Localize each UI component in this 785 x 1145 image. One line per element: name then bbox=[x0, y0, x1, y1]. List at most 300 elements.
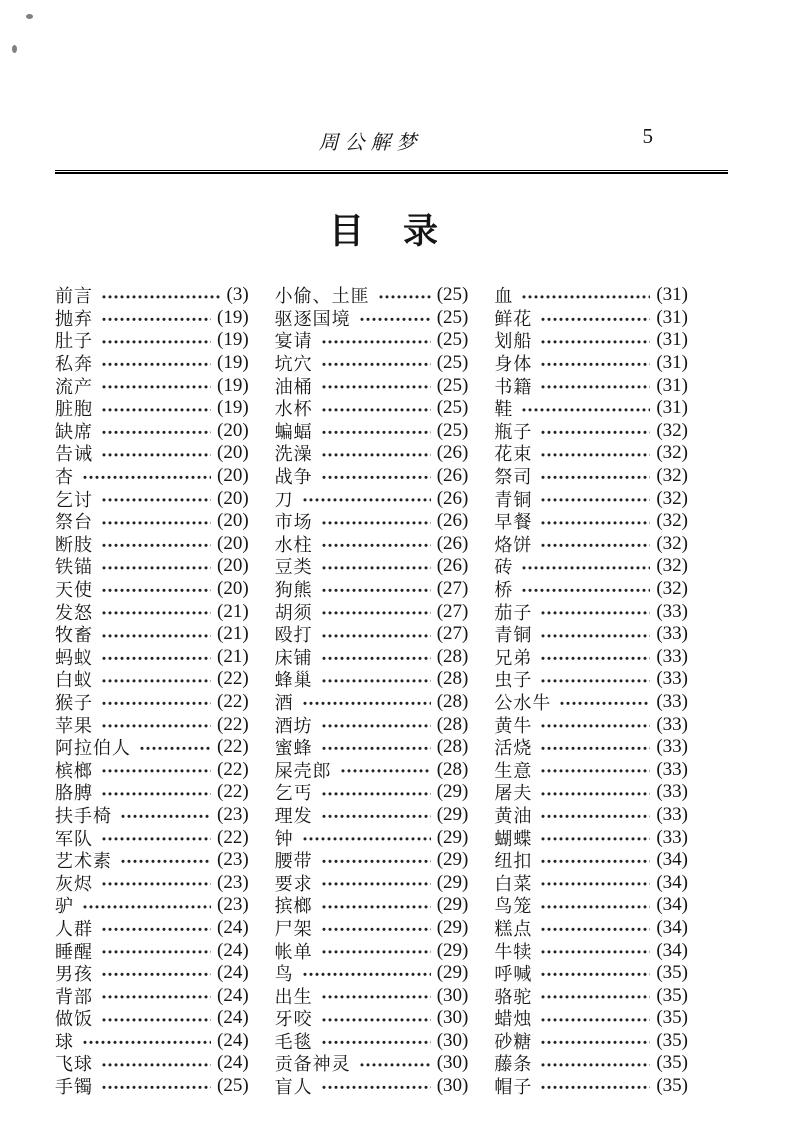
entry-term: 胡须 bbox=[274, 602, 313, 623]
toc-entry bbox=[55, 442, 249, 465]
toc-entry bbox=[275, 758, 469, 781]
entry-term: 断肢 bbox=[55, 534, 93, 555]
entry-term: 黄牛 bbox=[494, 715, 533, 736]
entry-page-number: (33) bbox=[656, 826, 689, 848]
toc-entry bbox=[275, 533, 469, 556]
toc-entry bbox=[55, 307, 249, 330]
entry-term: 狗熊 bbox=[274, 580, 313, 601]
entry-page-number: (33) bbox=[656, 623, 689, 645]
toc-entry bbox=[55, 420, 249, 443]
dot-leader bbox=[540, 329, 650, 352]
dot-leader bbox=[321, 465, 431, 488]
toc-entry bbox=[494, 826, 688, 849]
dot-leader bbox=[540, 1075, 650, 1098]
entry-page-number: (19) bbox=[217, 352, 249, 374]
toc-entry bbox=[55, 646, 249, 669]
dot-leader bbox=[540, 623, 650, 646]
entry-page-number: (20) bbox=[217, 442, 249, 464]
entry-term: 蝙蝠 bbox=[274, 421, 313, 442]
dot-leader bbox=[540, 352, 650, 375]
entry-term: 划船 bbox=[494, 331, 533, 352]
dot-leader bbox=[101, 420, 211, 443]
toc-entry bbox=[494, 849, 688, 872]
toc-entry bbox=[55, 1030, 249, 1053]
toc-entry bbox=[494, 397, 688, 420]
dot-leader bbox=[540, 1030, 650, 1053]
toc-entry bbox=[275, 420, 469, 443]
entry-term: 帐单 bbox=[274, 941, 313, 962]
dot-leader bbox=[101, 623, 211, 646]
entry-page-number: (28) bbox=[436, 690, 469, 712]
dot-leader bbox=[302, 487, 431, 510]
entry-page-number: (20) bbox=[217, 578, 249, 600]
toc-columns bbox=[55, 284, 728, 1097]
dot-leader bbox=[120, 849, 211, 872]
toc-entry bbox=[494, 871, 688, 894]
entry-page-number: (32) bbox=[656, 442, 689, 464]
dot-leader bbox=[540, 713, 650, 736]
toc-entry bbox=[55, 374, 249, 397]
entry-term: 蜜蜂 bbox=[274, 738, 313, 759]
entry-page-number: (22) bbox=[217, 668, 249, 690]
toc-entry bbox=[55, 555, 249, 578]
dot-leader bbox=[540, 826, 650, 849]
entry-term: 缺席 bbox=[55, 421, 93, 442]
entry-page-number: (19) bbox=[217, 329, 249, 351]
entry-term: 酒 bbox=[274, 692, 294, 713]
toc-entry bbox=[494, 736, 688, 759]
dot-leader bbox=[101, 307, 211, 330]
entry-term: 灰烬 bbox=[55, 873, 93, 894]
entry-term: 白蚁 bbox=[55, 670, 93, 691]
entry-term: 飞球 bbox=[55, 1054, 93, 1075]
toc-entry bbox=[494, 1030, 688, 1053]
entry-page-number: (26) bbox=[436, 532, 469, 554]
entry-term: 帽子 bbox=[494, 1077, 533, 1098]
entry-term: 尸架 bbox=[274, 918, 313, 939]
toc-entry bbox=[494, 623, 688, 646]
entry-page-number: (20) bbox=[217, 555, 249, 577]
dot-leader bbox=[540, 984, 650, 1007]
entry-page-number: (29) bbox=[436, 894, 469, 916]
entry-term: 藤条 bbox=[494, 1054, 533, 1075]
entry-page-number: (27) bbox=[436, 600, 469, 622]
entry-term: 苹果 bbox=[55, 715, 93, 736]
toc-entry bbox=[275, 804, 469, 827]
dot-leader bbox=[101, 691, 211, 714]
entry-page-number: (30) bbox=[436, 984, 469, 1006]
toc-entry bbox=[55, 1007, 249, 1030]
toc-entry bbox=[275, 555, 469, 578]
entry-term: 殴打 bbox=[274, 625, 313, 646]
entry-term: 牧畜 bbox=[55, 625, 93, 646]
dot-leader bbox=[101, 510, 211, 533]
entry-page-number: (26) bbox=[436, 487, 469, 509]
toc-entry bbox=[55, 984, 249, 1007]
toc-column-1 bbox=[55, 284, 249, 1097]
dot-leader bbox=[321, 849, 431, 872]
entry-term: 猴子 bbox=[55, 692, 93, 713]
toc-entry bbox=[55, 352, 249, 375]
entry-term: 做饭 bbox=[55, 1009, 93, 1030]
entry-term: 背部 bbox=[55, 986, 93, 1007]
dot-leader bbox=[321, 600, 431, 623]
dot-leader bbox=[101, 962, 211, 985]
dot-leader bbox=[559, 691, 650, 714]
entry-page-number: (22) bbox=[217, 758, 249, 780]
entry-page-number: (35) bbox=[656, 1007, 689, 1029]
entry-page-number: (30) bbox=[436, 1052, 469, 1074]
toc-entry bbox=[55, 939, 249, 962]
toc-entry bbox=[494, 329, 688, 352]
entry-term: 胳膊 bbox=[55, 783, 93, 804]
entry-term: 蝴蝶 bbox=[494, 828, 533, 849]
dot-leader bbox=[101, 352, 211, 375]
entry-term: 流产 bbox=[55, 376, 93, 397]
dot-leader bbox=[302, 826, 431, 849]
entry-term: 发怒 bbox=[55, 602, 93, 623]
dot-leader bbox=[302, 962, 431, 985]
entry-page-number: (27) bbox=[436, 623, 469, 645]
dot-leader bbox=[321, 668, 431, 691]
dot-leader bbox=[101, 826, 211, 849]
dot-leader bbox=[359, 307, 431, 330]
dot-leader bbox=[321, 555, 431, 578]
dot-leader bbox=[82, 1030, 211, 1053]
entry-page-number: (24) bbox=[217, 916, 249, 938]
entry-term: 鸟 bbox=[274, 964, 294, 985]
entry-page-number: (24) bbox=[217, 984, 249, 1006]
toc-entry bbox=[494, 804, 688, 827]
entry-term: 告诫 bbox=[55, 444, 93, 465]
toc-entry bbox=[55, 962, 249, 985]
dot-leader bbox=[101, 1007, 211, 1030]
entry-term: 骆驼 bbox=[494, 986, 533, 1007]
entry-term: 贡备神灵 bbox=[274, 1054, 351, 1075]
entry-term: 男孩 bbox=[55, 964, 93, 985]
entry-page-number: (32) bbox=[656, 419, 689, 441]
dot-leader bbox=[540, 758, 650, 781]
dot-leader bbox=[540, 374, 650, 397]
toc-entry bbox=[275, 939, 469, 962]
entry-page-number: (20) bbox=[217, 419, 249, 441]
entry-page-number: (20) bbox=[217, 532, 249, 554]
entry-term: 宴请 bbox=[274, 331, 313, 352]
toc-entry bbox=[494, 578, 688, 601]
entry-page-number: (28) bbox=[436, 758, 469, 780]
entry-term: 白菜 bbox=[494, 873, 533, 894]
dot-leader bbox=[101, 374, 211, 397]
entry-page-number: (32) bbox=[656, 487, 689, 509]
entry-page-number: (28) bbox=[436, 736, 469, 758]
toc-entry bbox=[494, 984, 688, 1007]
entry-page-number: (29) bbox=[436, 916, 469, 938]
entry-term: 肚子 bbox=[55, 331, 93, 352]
toc-entry bbox=[275, 781, 469, 804]
entry-page-number: (34) bbox=[656, 894, 689, 916]
dot-leader bbox=[540, 939, 650, 962]
entry-page-number: (22) bbox=[217, 713, 249, 735]
entry-page-number: (29) bbox=[436, 939, 469, 961]
dot-leader bbox=[540, 487, 650, 510]
dot-leader bbox=[540, 962, 650, 985]
toc-entry bbox=[494, 600, 688, 623]
dot-leader bbox=[302, 691, 431, 714]
entry-term: 市场 bbox=[274, 512, 313, 533]
toc-entry bbox=[275, 962, 469, 985]
toc-entry bbox=[494, 533, 688, 556]
entry-term: 祭司 bbox=[494, 467, 533, 488]
entry-page-number: (19) bbox=[217, 306, 249, 328]
dot-leader bbox=[321, 329, 431, 352]
header-rule bbox=[55, 170, 728, 174]
toc-entry bbox=[275, 397, 469, 420]
entry-term: 公水牛 bbox=[494, 692, 552, 713]
entry-term: 青铜 bbox=[494, 489, 533, 510]
entry-term: 军队 bbox=[55, 828, 93, 849]
entry-term: 生意 bbox=[494, 760, 533, 781]
entry-page-number: (32) bbox=[656, 510, 689, 532]
entry-page-number: (35) bbox=[656, 984, 689, 1006]
entry-term: 屎壳郎 bbox=[274, 760, 332, 781]
dot-leader bbox=[82, 465, 211, 488]
toc-entry bbox=[494, 646, 688, 669]
entry-page-number: (26) bbox=[436, 442, 469, 464]
entry-page-number: (34) bbox=[656, 849, 689, 871]
toc-entry bbox=[275, 1007, 469, 1030]
dot-leader bbox=[139, 736, 211, 759]
toc-entry bbox=[275, 623, 469, 646]
dot-leader bbox=[540, 894, 650, 917]
toc-entry bbox=[275, 284, 469, 307]
entry-term: 乞讨 bbox=[55, 489, 93, 510]
dot-leader bbox=[101, 555, 211, 578]
dot-leader bbox=[101, 578, 211, 601]
dot-leader bbox=[540, 420, 650, 443]
entry-term: 艺术素 bbox=[55, 851, 112, 872]
entry-term: 糕点 bbox=[494, 918, 533, 939]
toc-entry bbox=[275, 917, 469, 940]
toc-entry bbox=[494, 510, 688, 533]
toc-entry bbox=[275, 578, 469, 601]
entry-page-number: (24) bbox=[217, 1029, 249, 1051]
dot-leader bbox=[540, 871, 650, 894]
dot-leader bbox=[101, 984, 211, 1007]
entry-page-number: (20) bbox=[217, 465, 249, 487]
entry-page-number: (35) bbox=[656, 1075, 689, 1097]
entry-page-number: (33) bbox=[656, 736, 689, 758]
toc-entry bbox=[275, 487, 469, 510]
dot-leader bbox=[540, 1007, 650, 1030]
entry-term: 蚂蚁 bbox=[55, 647, 93, 668]
entry-term: 杏 bbox=[55, 467, 74, 488]
entry-term: 桥 bbox=[494, 580, 514, 601]
dot-leader bbox=[540, 804, 650, 827]
entry-term: 驴 bbox=[55, 896, 74, 917]
dot-leader bbox=[321, 352, 431, 375]
entry-term: 烙饼 bbox=[494, 534, 533, 555]
toc-entry bbox=[494, 374, 688, 397]
toc-entry bbox=[55, 533, 249, 556]
entry-page-number: (30) bbox=[436, 1075, 469, 1097]
entry-page-number: (33) bbox=[656, 803, 689, 825]
toc-entry bbox=[275, 442, 469, 465]
entry-page-number: (35) bbox=[656, 962, 689, 984]
entry-term: 毛毯 bbox=[274, 1031, 313, 1052]
dot-leader bbox=[321, 442, 431, 465]
entry-page-number: (27) bbox=[436, 578, 469, 600]
dot-leader bbox=[540, 307, 650, 330]
entry-page-number: (21) bbox=[217, 645, 249, 667]
entry-term: 手镯 bbox=[55, 1077, 93, 1098]
entry-term: 鞋 bbox=[494, 399, 514, 420]
toc-entry bbox=[55, 668, 249, 691]
entry-term: 鸟笼 bbox=[494, 896, 533, 917]
dot-leader bbox=[540, 917, 650, 940]
entry-term: 鲜花 bbox=[494, 308, 533, 329]
entry-page-number: (25) bbox=[217, 1075, 249, 1097]
entry-term: 人群 bbox=[55, 918, 93, 939]
entry-page-number: (29) bbox=[436, 826, 469, 848]
dot-leader bbox=[359, 1052, 431, 1075]
dot-leader bbox=[321, 713, 431, 736]
entry-page-number: (22) bbox=[217, 826, 249, 848]
entry-page-number: (33) bbox=[656, 690, 689, 712]
entry-page-number: (30) bbox=[436, 1007, 469, 1029]
toc-entry bbox=[494, 307, 688, 330]
toc-entry bbox=[55, 894, 249, 917]
toc-entry bbox=[494, 420, 688, 443]
dot-leader bbox=[321, 804, 431, 827]
entry-page-number: (32) bbox=[656, 578, 689, 600]
toc-entry bbox=[55, 917, 249, 940]
entry-term: 私奔 bbox=[55, 354, 93, 375]
entry-page-number: (33) bbox=[656, 600, 689, 622]
toc-entry bbox=[275, 849, 469, 872]
entry-page-number: (23) bbox=[217, 803, 249, 825]
entry-page-number: (24) bbox=[217, 939, 249, 961]
entry-term: 乞丐 bbox=[274, 783, 313, 804]
entry-page-number: (29) bbox=[436, 849, 469, 871]
dot-leader bbox=[321, 510, 431, 533]
dot-leader bbox=[101, 442, 211, 465]
toc-entry bbox=[275, 1075, 469, 1098]
entry-page-number: (31) bbox=[656, 329, 689, 351]
entry-term: 身体 bbox=[494, 354, 533, 375]
entry-term: 兄弟 bbox=[494, 647, 533, 668]
entry-page-number: (20) bbox=[217, 487, 249, 509]
entry-page-number: (35) bbox=[656, 1052, 689, 1074]
toc-entry bbox=[275, 646, 469, 669]
entry-page-number: (34) bbox=[656, 939, 689, 961]
toc-entry bbox=[55, 826, 249, 849]
entry-page-number: (28) bbox=[436, 713, 469, 735]
dot-leader bbox=[101, 600, 211, 623]
entry-term: 水柱 bbox=[274, 534, 313, 555]
toc-title: 目 录 bbox=[328, 212, 440, 251]
entry-term: 油桶 bbox=[274, 376, 313, 397]
entry-term: 瓶子 bbox=[494, 421, 533, 442]
entry-term: 睡醒 bbox=[55, 941, 93, 962]
entry-page-number: (25) bbox=[436, 397, 469, 419]
toc-entry bbox=[494, 713, 688, 736]
dot-leader bbox=[321, 397, 431, 420]
entry-term: 茄子 bbox=[494, 602, 533, 623]
entry-term: 钟 bbox=[274, 828, 294, 849]
dot-leader bbox=[101, 1075, 211, 1098]
entry-term: 理发 bbox=[274, 805, 313, 826]
entry-term: 蜡烛 bbox=[494, 1009, 533, 1030]
toc-entry bbox=[494, 487, 688, 510]
dot-leader bbox=[321, 939, 431, 962]
entry-page-number: (31) bbox=[656, 352, 689, 374]
dot-leader bbox=[120, 804, 211, 827]
entry-term: 牙咬 bbox=[274, 1009, 313, 1030]
toc-entry bbox=[275, 668, 469, 691]
entry-term: 坑穴 bbox=[274, 354, 313, 375]
toc-entry bbox=[275, 894, 469, 917]
dot-leader bbox=[521, 397, 650, 420]
entry-page-number: (33) bbox=[656, 781, 689, 803]
toc-entry bbox=[55, 487, 249, 510]
dot-leader bbox=[321, 646, 431, 669]
toc-entry bbox=[55, 871, 249, 894]
dot-leader bbox=[101, 397, 211, 420]
toc-entry bbox=[55, 713, 249, 736]
toc-entry bbox=[494, 1075, 688, 1098]
toc-entry bbox=[494, 1052, 688, 1075]
entry-page-number: (30) bbox=[436, 1029, 469, 1051]
dot-leader bbox=[321, 871, 431, 894]
toc-entry bbox=[275, 1052, 469, 1075]
toc-entry bbox=[55, 510, 249, 533]
entry-term: 花束 bbox=[494, 444, 533, 465]
dot-leader bbox=[540, 849, 650, 872]
entry-term: 洗澡 bbox=[274, 444, 313, 465]
toc-entry bbox=[494, 442, 688, 465]
toc-entry bbox=[55, 804, 249, 827]
dot-leader bbox=[378, 284, 431, 307]
dot-leader bbox=[521, 284, 650, 307]
entry-page-number: (33) bbox=[656, 668, 689, 690]
toc-entry bbox=[494, 284, 688, 307]
entry-term: 脏胞 bbox=[55, 399, 93, 420]
dot-leader bbox=[101, 329, 211, 352]
dot-leader bbox=[321, 1075, 431, 1098]
entry-term: 腰带 bbox=[274, 851, 313, 872]
entry-page-number: (32) bbox=[656, 555, 689, 577]
toc-entry bbox=[55, 758, 249, 781]
toc-entry bbox=[55, 397, 249, 420]
entry-term: 抛弃 bbox=[55, 308, 93, 329]
dot-leader bbox=[82, 894, 211, 917]
entry-page-number: (35) bbox=[656, 1029, 689, 1051]
dot-leader bbox=[321, 1007, 431, 1030]
toc-column-2 bbox=[275, 284, 469, 1097]
dot-leader bbox=[101, 668, 211, 691]
dot-leader bbox=[521, 555, 650, 578]
entry-term: 酒坊 bbox=[274, 715, 313, 736]
toc-entry bbox=[275, 600, 469, 623]
entry-term: 砂糖 bbox=[494, 1031, 533, 1052]
entry-term: 书籍 bbox=[494, 376, 533, 397]
toc-entry bbox=[55, 736, 249, 759]
entry-term: 摈榔 bbox=[274, 896, 313, 917]
toc-entry bbox=[494, 894, 688, 917]
entry-term: 刀 bbox=[274, 489, 294, 510]
toc-entry bbox=[494, 555, 688, 578]
toc-entry bbox=[494, 758, 688, 781]
